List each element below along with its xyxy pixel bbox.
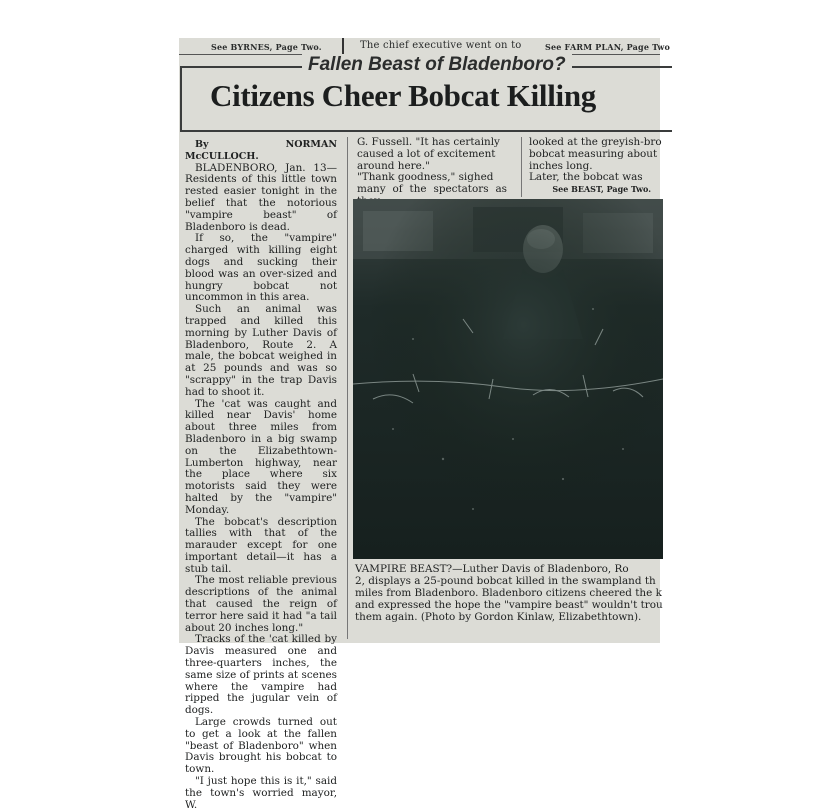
article-paragraph: Such an animal was trapped and killed this morning by Luther Davis of Bladenboro, Route 2. A male, the bobcat weighed in at 25 pounds and was so "scrappy" in the trap Davis had to shoot it. [185,303,337,398]
article-line: inches long. [529,159,593,172]
main-headline: Citizens Cheer Bobcat Killing [210,78,596,113]
article-paragraph: If so, the "vampire" charged with killing eight dogs and sucking their blood was an over-sized and hungry bobcat not uncommon in this area. [185,232,337,304]
photo-image [353,199,663,559]
article-line: Later, the bobcat was [529,171,643,184]
article-paragraph: The 'cat was caught and killed near Davis' home about three miles from Bladenboro in a big swamp on the Elizabethtown-Lumberton highway, near the place where six motorists said they were halted by the "vampire" Monday. [185,397,337,516]
caption-line: 2, displays a 25-pound bobcat killed in the swampland th [355,575,656,587]
kicker-headline: Fallen Beast of Bladenboro? [302,54,572,76]
article-line: many of the spectators as [357,183,507,196]
caption-line: miles from Bladenboro. Bladenboro citizens cheered the k [355,587,662,599]
caption-line: VAMPIRE BEAST?—Luther Davis of Bladenboro, Ro [355,563,629,575]
column-rule-2 [521,137,522,197]
caption-line: and expressed the hope the "vampire beast" wouldn't trou [355,599,663,611]
article-column-2 [357,137,507,197]
article-paragraph: Large crowds turned out to get a look at the fallen "beast of Bladenboro" when Davis brought his bobcat to town. [185,716,337,776]
headline-box [180,54,672,132]
article-line: caused a lot of excitement [357,147,496,160]
article-line: around here." [357,159,430,172]
article-line: bobcat measuring about [529,147,658,160]
column-rule-1 [347,137,348,639]
article-paragraph: The most reliable previous descriptions of the animal that caused the reign of terror here said it had "a tail about 20 inches long." [185,574,337,634]
jump-line-middle: The chief executive went on to [360,40,522,51]
article-column-1 [185,139,337,811]
article-line: looked at the greyish-bro [529,136,662,148]
article-paragraph: The bobcat's description tallies with that of the marauder except for one important detail—it has a stub tail. [185,515,337,575]
column-divider-top [342,38,344,54]
bobcat-photo [353,199,663,559]
article-line: "Thank goodness," sighed [357,171,494,184]
byline: By NORMAN McCULLOCH. [185,139,337,162]
article-paragraph: Tracks of the 'cat killed by Davis measured one and three-quarters inches, the same size of prints at scenes where the vampire had ripped the jugular vein of dogs. [185,633,337,717]
article-paragraph: "I just hope this is it," said the town's worried mayor, W. [185,775,337,811]
article-column-3 [529,137,669,197]
newspaper-clipping [179,38,671,811]
jump-line-left: See BYRNES, Page Two. [211,42,322,52]
article-paragraph: BLADENBORO, Jan. 13—Residents of this little town rested easier tonight in the belief that the notorious "vampire beast" of Bladenboro is dead. [185,161,337,233]
article-line: G. Fussell. "It has certainly [357,136,500,148]
photo-caption [355,563,675,641]
jump-line-right: See FARM PLAN, Page Two [545,42,671,52]
caption-line: them again. (Photo by Gordon Kinlaw, Elizabethtown). [355,611,642,623]
jump-reference: See BEAST, Page Two. [552,184,651,195]
